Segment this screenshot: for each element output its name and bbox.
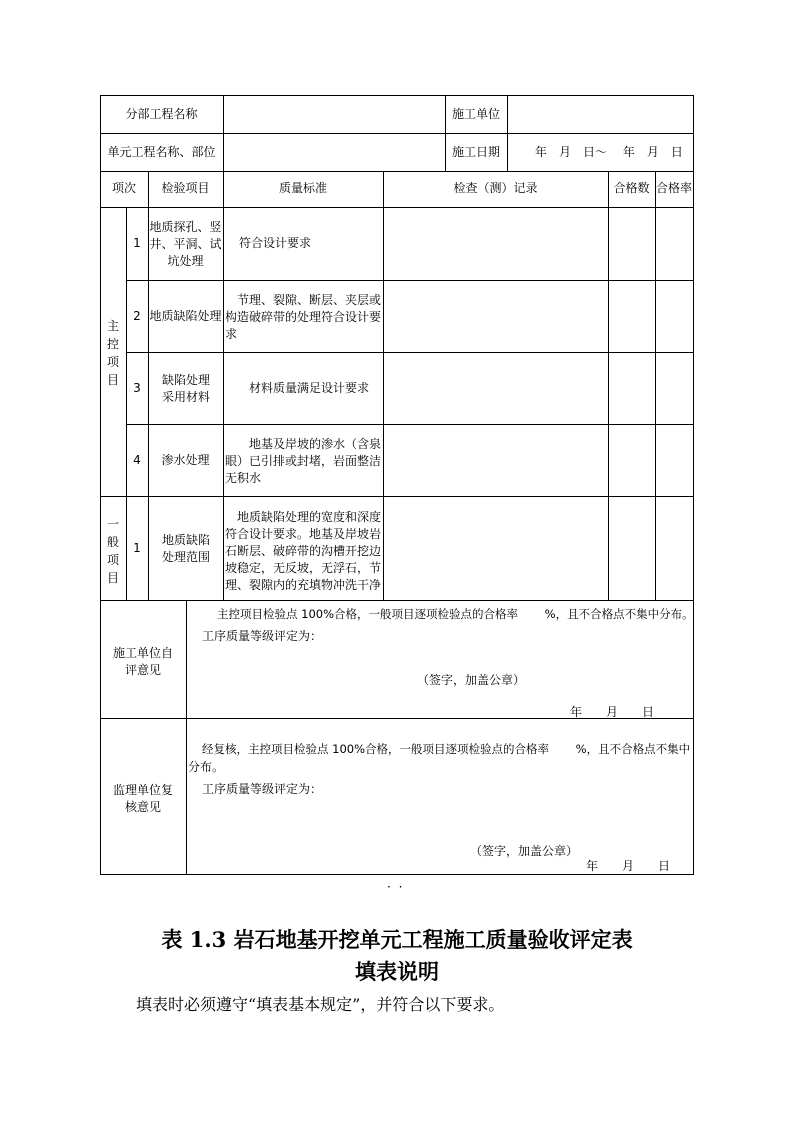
review-grade[interactable]: 工序质量等级评定为： [202,782,323,796]
item-no: 1 [133,236,141,250]
constructor-label: 施工单位 [451,107,500,121]
col-header-item-no: 项次 [111,181,136,195]
row-line [100,600,694,601]
quality-standard: 节理、裂隙、断层、夹层或构造破碎带的处理符合设计要求 [225,293,382,341]
col-header-standard: 质量标准 [278,181,327,195]
item-no: 3 [133,381,141,395]
row-line [100,496,694,497]
check-item-name: 地质探孔、竖井、平洞、试坑处理 [149,220,222,268]
self-eval-statement: 主控项目检验点 100%合格，一般项目逐项检验点的合格率 %，且不合格点不集中分布。 [217,607,694,621]
self-eval-label: 施工单位自评意见 [113,646,174,677]
self-eval-date[interactable]: 年 月 日 [570,705,655,719]
check-item-name: 地质缺陷处理范围 [161,533,210,564]
review-date[interactable]: 年 月 日 [586,859,671,873]
item-no: 4 [133,453,141,467]
review-statement-cont: 分布。 [188,760,225,774]
sub-project-label: 分部工程名称 [125,107,198,121]
check-item-name: 渗水处理 [161,453,210,467]
instruction-text: 填表时必须遵守“填表基本规定”，并符合以下要求。 [136,995,505,1014]
check-item-name: 缺陷处理采用材料 [161,373,210,404]
date-value[interactable]: 年 月 日～ 年 月 日 [535,145,683,159]
evaluation-table [100,95,694,875]
col-line [383,171,384,600]
item-no: 2 [133,309,141,323]
main-group-label: 主控项目 [107,319,120,387]
page-title: 表 1.3 岩石地基开挖单元工程施工质量验收评定表 [161,927,633,952]
col-line [223,95,224,600]
review-label: 监理单位复核意见 [113,783,174,814]
table-border-left [100,95,101,875]
col-line [608,171,609,600]
row-line [100,133,694,134]
quality-standard: 地基及岸坡的渗水（含泉眼）已引排或封堵，岩面整洁无积水 [225,437,382,485]
item-no: 1 [133,541,141,555]
col-line [186,600,187,875]
col-header-check-item: 检验项目 [161,181,210,195]
review-statement: 经复核，主控项目检验点 100%合格，一般项目逐项检验点的合格率 %，且不合格点不集中 [202,742,691,756]
col-line [655,171,656,600]
unit-project-label: 单元工程名称、部位 [107,145,216,159]
quality-standard: 材料质量满足设计要求 [249,381,370,395]
row-line [100,171,694,172]
quality-standard: 地质缺陷处理的宽度和深度符合设计要求。地基及岸坡岩石断层、破碎带的沟槽开挖边坡稳定，无反坡，无浮石，节理、裂隙内的充填物冲洗干净 [225,510,382,592]
check-item-name: 地质缺陷处理 [149,309,222,323]
row-line [100,207,694,208]
date-label: 施工日期 [451,145,500,159]
quality-standard: 符合设计要求 [239,236,312,250]
col-header-pass-rate: 合格率 [655,181,692,195]
page-dots: · · [387,880,405,894]
col-line [507,95,508,171]
table-border-top [100,95,694,96]
page-subtitle: 填表说明 [355,959,439,984]
general-group-label: 一般项目 [107,517,120,585]
review-sign: （签字，加盖公章） [470,844,579,858]
self-eval-grade[interactable]: 工序质量等级评定为： [202,629,323,643]
self-eval-sign: （签字，加盖公章） [417,673,526,687]
table-border-right [693,95,694,875]
col-header-record: 检查（测）记录 [453,181,538,195]
col-header-pass-count: 合格数 [613,181,650,195]
